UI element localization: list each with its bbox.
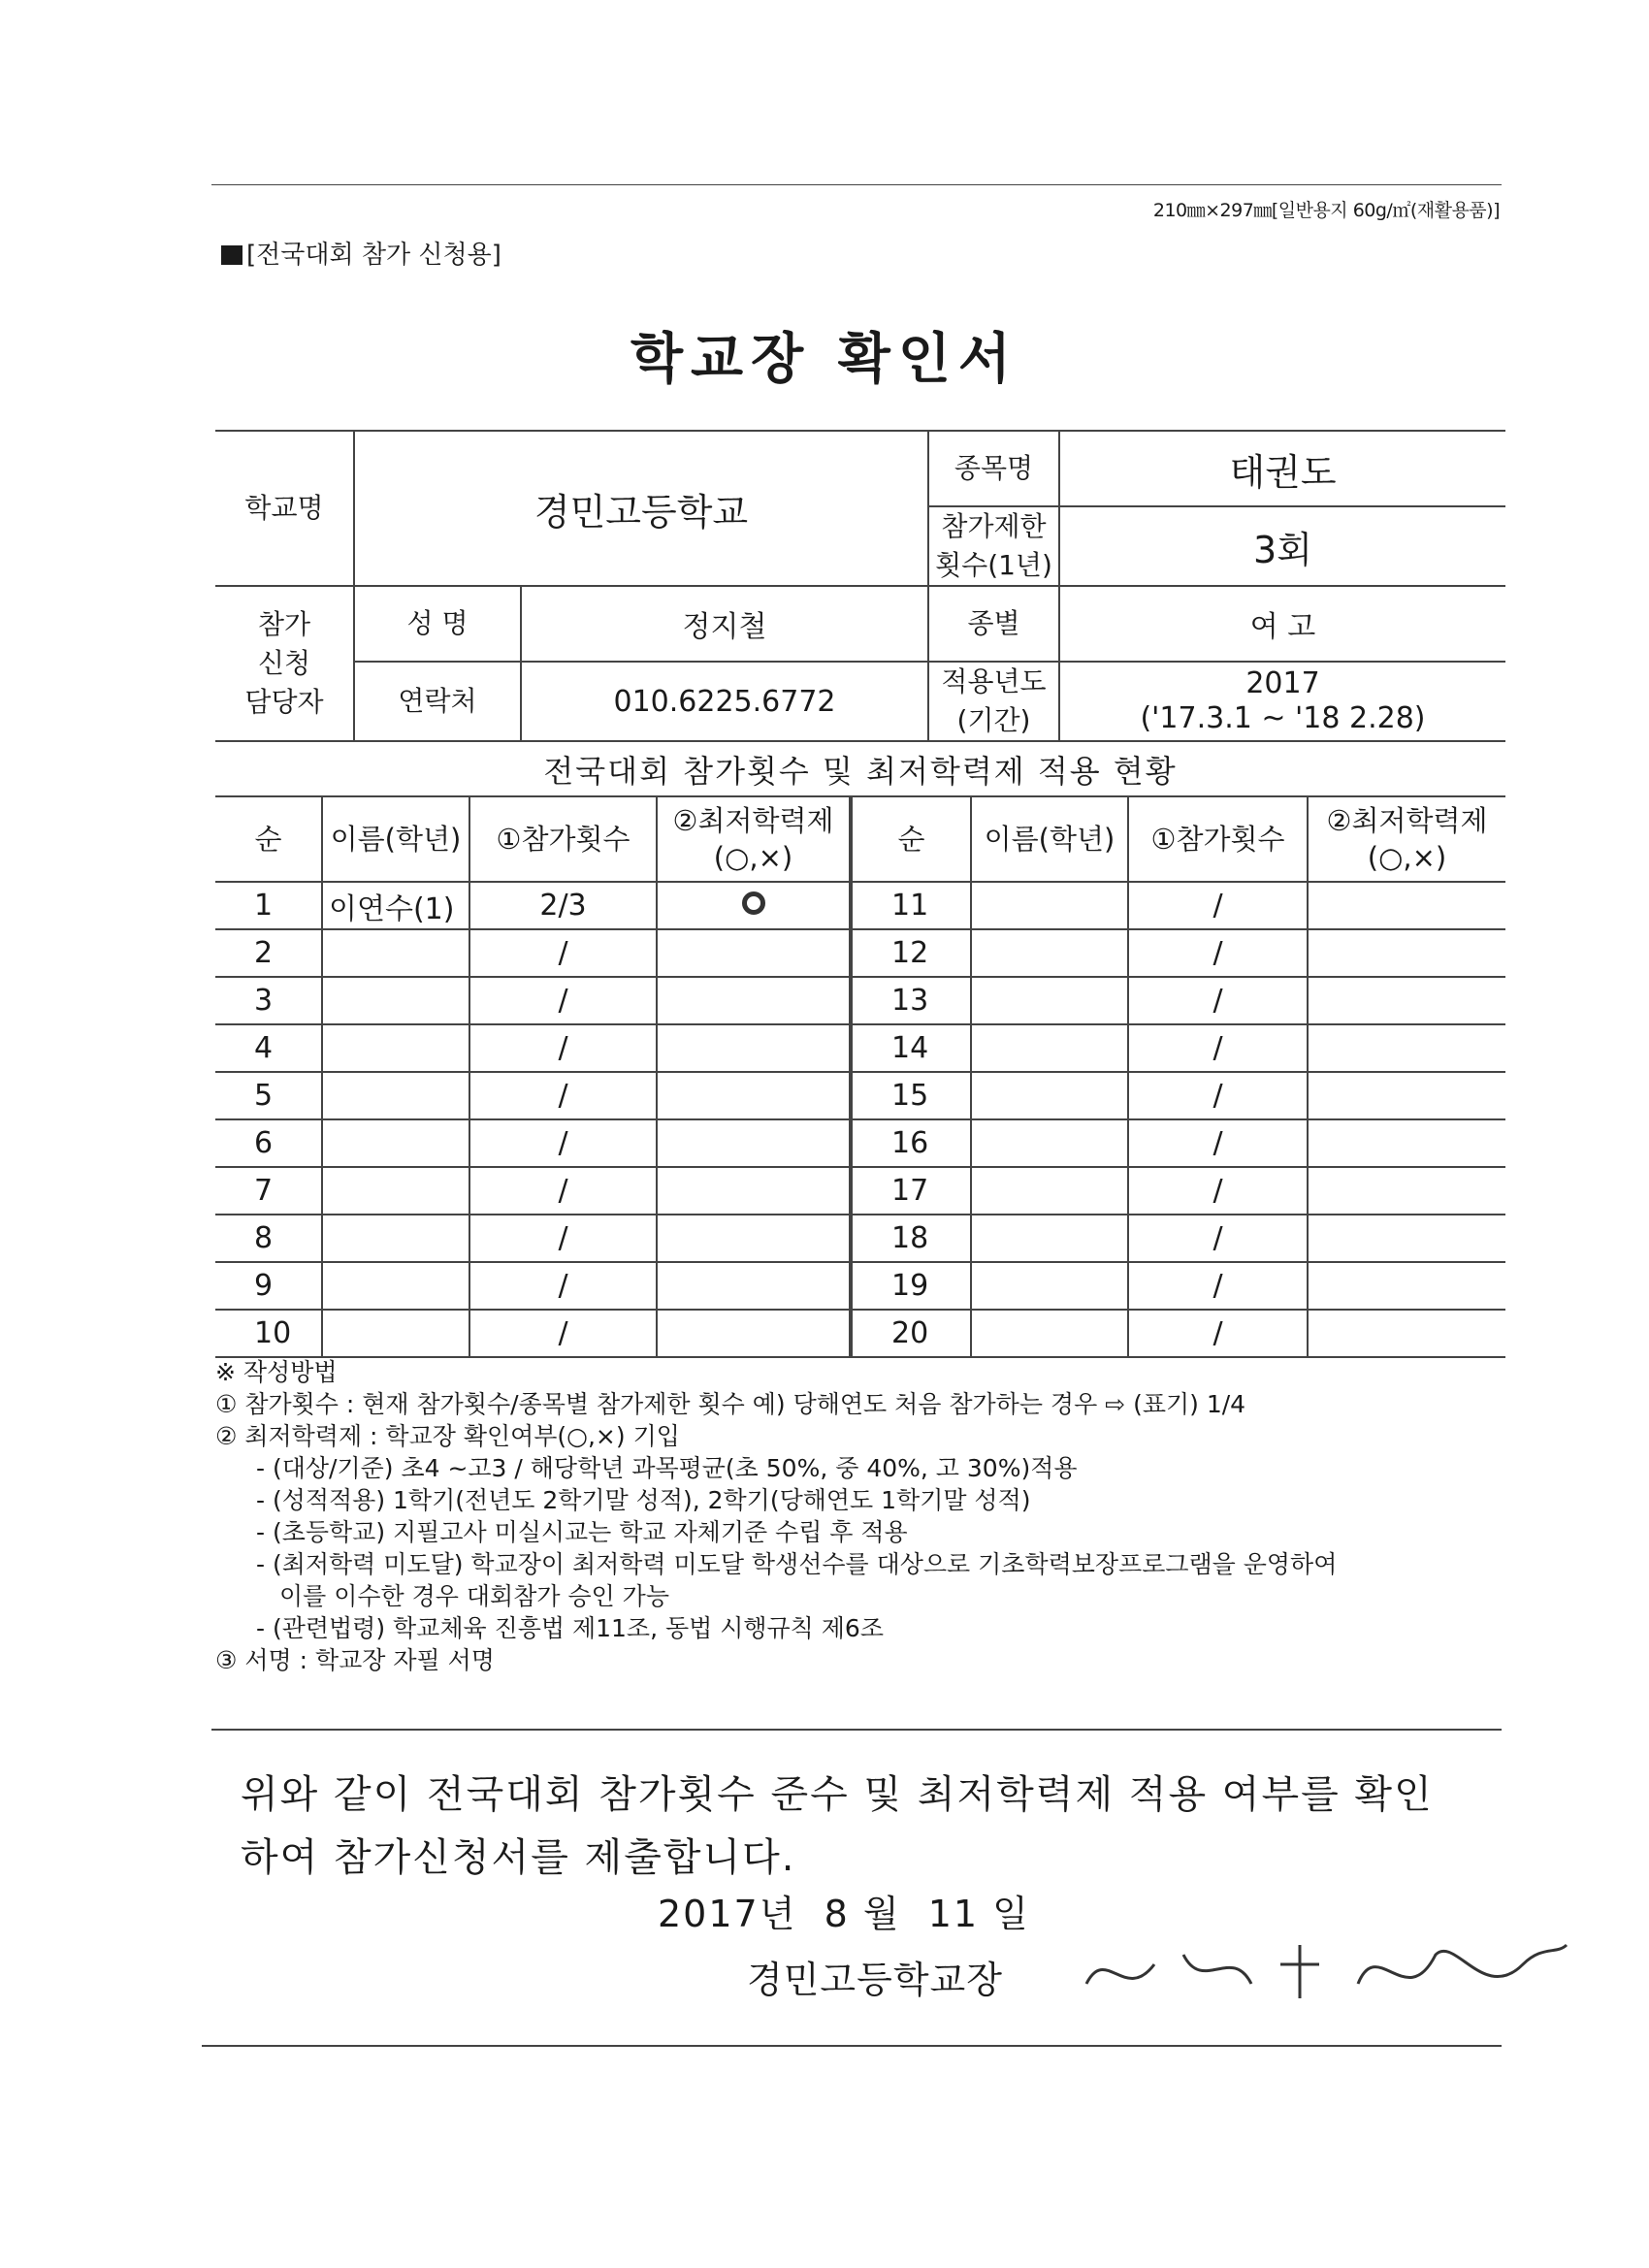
table-row bbox=[215, 977, 1505, 1024]
col-count-left: ①참가횟수 bbox=[469, 796, 657, 882]
note-3: ③ 서명 : 학교장 자필 서명 bbox=[215, 1646, 495, 1674]
row-min-right bbox=[1308, 1310, 1505, 1357]
row-name-right bbox=[971, 1167, 1128, 1215]
info-table bbox=[215, 430, 1505, 742]
col-min-right bbox=[1308, 796, 1505, 882]
row-name-right bbox=[971, 882, 1128, 929]
row-name-right bbox=[971, 1215, 1128, 1262]
row-no-left: 6 bbox=[215, 1119, 322, 1167]
row-min-left bbox=[657, 1024, 851, 1072]
table-row bbox=[215, 1215, 1505, 1262]
limit-label bbox=[928, 506, 1059, 586]
contact-person-label bbox=[215, 586, 354, 741]
name-label: 성 명 bbox=[354, 586, 521, 662]
row-min-right bbox=[1308, 929, 1505, 977]
table-row bbox=[215, 1119, 1505, 1167]
row-count-right: / bbox=[1128, 882, 1308, 929]
contact-label-line2: 신청 bbox=[257, 647, 311, 679]
note-2a: - (대상/기준) 초4 ~고3 / 해당학년 과목평균(초 50%, 중 40%, 고 30%)적용 bbox=[256, 1454, 1078, 1482]
row-no-right: 15 bbox=[851, 1072, 971, 1119]
status-section-title: 전국대회 참가횟수 및 최저학력제 적용 현황 bbox=[543, 753, 1178, 790]
row-no-left: 5 bbox=[215, 1072, 322, 1119]
row-count-left: / bbox=[469, 1072, 657, 1119]
row-min-right bbox=[1308, 1215, 1505, 1262]
row-count-left: / bbox=[469, 1167, 657, 1215]
school-name: 경민고등학교 bbox=[354, 431, 928, 586]
instructions bbox=[215, 1356, 1515, 1676]
table-row bbox=[215, 1310, 1505, 1357]
row-count-left: / bbox=[469, 1262, 657, 1310]
limit-value: 3회 bbox=[1059, 506, 1505, 586]
row-no-right: 14 bbox=[851, 1024, 971, 1072]
row-no-left: 1 bbox=[215, 882, 322, 929]
note-2d-line2: 이를 이수한 경우 대회참가 승인 가능 bbox=[279, 1582, 669, 1610]
row-count-right: / bbox=[1128, 1215, 1308, 1262]
col-no-right: 순 bbox=[851, 796, 971, 882]
square-bullet-icon bbox=[221, 245, 242, 265]
row-name-left bbox=[322, 1119, 469, 1167]
row-min-left bbox=[657, 1215, 851, 1262]
handwritten-signature bbox=[1067, 1926, 1571, 2013]
row-no-left: 10 bbox=[215, 1310, 322, 1357]
row-name-left bbox=[322, 1215, 469, 1262]
row-count-right: / bbox=[1128, 1167, 1308, 1215]
row-min-left bbox=[657, 1167, 851, 1215]
row-no-left: 4 bbox=[215, 1024, 322, 1072]
top-rule bbox=[211, 184, 1502, 185]
status-table bbox=[215, 795, 1505, 1358]
col-name-right: 이름(학년) bbox=[971, 796, 1128, 882]
row-count-left: / bbox=[469, 1119, 657, 1167]
row-count-right: / bbox=[1128, 1072, 1308, 1119]
name-value: 정지철 bbox=[521, 586, 928, 662]
row-no-left: 7 bbox=[215, 1167, 322, 1215]
row-no-left: 9 bbox=[215, 1262, 322, 1310]
document-title: 학교장 확인서 bbox=[630, 328, 1019, 391]
contact-label-line3: 담당자 bbox=[244, 686, 324, 718]
row-no-left: 2 bbox=[215, 929, 322, 977]
row-min-right bbox=[1308, 1167, 1505, 1215]
row-min-left bbox=[657, 1310, 851, 1357]
row-no-right: 11 bbox=[851, 882, 971, 929]
row-min-right bbox=[1308, 1262, 1505, 1310]
notes-heading: ※ 작성방법 bbox=[215, 1358, 338, 1386]
row-no-right: 17 bbox=[851, 1167, 971, 1215]
year-value bbox=[1059, 662, 1505, 741]
statement-line1: 위와 같이 전국대회 참가횟수 준수 및 최저학력제 적용 여부를 확인 bbox=[241, 1772, 1434, 1817]
row-count-right: / bbox=[1128, 977, 1308, 1024]
form-type-text: [전국대회 참가 신청용] bbox=[246, 241, 501, 270]
row-name-left bbox=[322, 1167, 469, 1215]
row-count-left: / bbox=[469, 1215, 657, 1262]
col-count-right: ①참가횟수 bbox=[1128, 796, 1308, 882]
row-name-left bbox=[322, 1024, 469, 1072]
row-name-right bbox=[971, 977, 1128, 1024]
table-row bbox=[215, 1262, 1505, 1310]
row-min-left bbox=[657, 977, 851, 1024]
col-min-right-line1: ②최저학력제 bbox=[1326, 804, 1488, 837]
limit-label-line2: 횟수(1년) bbox=[935, 549, 1052, 581]
row-name-left bbox=[322, 929, 469, 977]
year-label-line1: 적용년도 bbox=[941, 665, 1047, 697]
col-min-right-line2: (○,×) bbox=[1367, 841, 1447, 874]
phone-value: 010.6225.6772 bbox=[521, 662, 928, 741]
note-2: ② 최저학력제 : 학교장 확인여부(○,×) 기입 bbox=[215, 1422, 680, 1450]
row-count-right: / bbox=[1128, 1119, 1308, 1167]
row-min-right bbox=[1308, 1024, 1505, 1072]
table-row bbox=[215, 1167, 1505, 1215]
bottom-rule bbox=[202, 2045, 1502, 2047]
row-no-right: 20 bbox=[851, 1310, 971, 1357]
col-min-left-line1: ②최저학력제 bbox=[672, 804, 834, 837]
circle-mark-icon bbox=[742, 891, 765, 915]
row-count-right: / bbox=[1128, 1024, 1308, 1072]
table-row bbox=[215, 929, 1505, 977]
issue-date: 2017년 8 월 11 일 bbox=[658, 1893, 1030, 1935]
year-value-line2: ('17.3.1 ~ '18 2.28) bbox=[1140, 701, 1426, 735]
row-count-right: / bbox=[1128, 1262, 1308, 1310]
category-label: 종별 bbox=[928, 586, 1059, 662]
event-label: 종목명 bbox=[928, 431, 1059, 506]
row-no-left: 3 bbox=[215, 977, 322, 1024]
note-2e: - (관련법령) 학교체육 진흥법 제11조, 동법 시행규칙 제6조 bbox=[256, 1614, 884, 1642]
row-count-left: / bbox=[469, 929, 657, 977]
row-no-right: 13 bbox=[851, 977, 971, 1024]
phone-label: 연락처 bbox=[354, 662, 521, 741]
row-no-right: 19 bbox=[851, 1262, 971, 1310]
table-row bbox=[215, 882, 1505, 929]
row-name-left bbox=[322, 977, 469, 1024]
row-count-right: / bbox=[1128, 1310, 1308, 1357]
row-count-left: / bbox=[469, 1024, 657, 1072]
row-count-left: / bbox=[469, 1310, 657, 1357]
row-min-left bbox=[657, 1072, 851, 1119]
year-value-line1: 2017 bbox=[1245, 666, 1320, 700]
table-row bbox=[215, 1072, 1505, 1119]
note-2d-line1: - (최저학력 미도달) 학교장이 최저학력 미도달 학생선수를 대상으로 기초학력보장프로그램을 운영하여 bbox=[256, 1550, 1338, 1578]
row-min-left bbox=[657, 882, 851, 929]
col-min-left-line2: (○,×) bbox=[713, 841, 793, 874]
form-type-label bbox=[221, 235, 501, 271]
row-min-right bbox=[1308, 977, 1505, 1024]
row-name-right bbox=[971, 1072, 1128, 1119]
col-name-left: 이름(학년) bbox=[322, 796, 469, 882]
notes-bottom-rule bbox=[211, 1729, 1502, 1731]
row-no-right: 18 bbox=[851, 1215, 971, 1262]
row-name-left bbox=[322, 1310, 469, 1357]
confirmation-statement bbox=[241, 1764, 1502, 1890]
row-no-right: 12 bbox=[851, 929, 971, 977]
row-name-right bbox=[971, 1119, 1128, 1167]
note-2c: - (초등학교) 지필고사 미실시교는 학교 자체기준 수립 후 적용 bbox=[256, 1518, 908, 1546]
paper-spec: 210㎜×297㎜[일반용지 60g/㎡(재활용품)] bbox=[1152, 200, 1500, 221]
row-no-right: 16 bbox=[851, 1119, 971, 1167]
limit-label-line1: 참가제한 bbox=[941, 510, 1047, 542]
row-count-left: / bbox=[469, 977, 657, 1024]
row-name-left bbox=[322, 1262, 469, 1310]
category-value: 여 고 bbox=[1059, 586, 1505, 662]
row-min-right bbox=[1308, 1072, 1505, 1119]
row-min-right bbox=[1308, 1119, 1505, 1167]
row-name-right bbox=[971, 1262, 1128, 1310]
status-table-body bbox=[215, 882, 1505, 1357]
row-name-right bbox=[971, 929, 1128, 977]
note-2b: - (성적적용) 1학기(전년도 2학기말 성적), 2학기(당해연도 1학기말 성적) bbox=[256, 1486, 1031, 1514]
table-row bbox=[215, 1024, 1505, 1072]
row-no-left: 8 bbox=[215, 1215, 322, 1262]
row-count-left: 2/3 bbox=[469, 882, 657, 929]
col-no-left: 순 bbox=[215, 796, 322, 882]
signature-strokes bbox=[1086, 1945, 1567, 1998]
event-value: 태권도 bbox=[1059, 431, 1505, 506]
school-label: 학교명 bbox=[215, 431, 354, 586]
row-name-right bbox=[971, 1310, 1128, 1357]
row-name-right bbox=[971, 1024, 1128, 1072]
year-label bbox=[928, 662, 1059, 741]
statement-line2: 하여 참가신청서를 제출합니다. bbox=[241, 1835, 796, 1880]
contact-label-line1: 참가 bbox=[257, 608, 311, 640]
note-1: ① 참가횟수 : 현재 참가횟수/종목별 참가제한 횟수 예) 당해연도 처음 참가하는 경우 ⇨ (표기) 1/4 bbox=[215, 1390, 1246, 1418]
row-name-left: 이연수(1) bbox=[322, 882, 469, 929]
row-min-right bbox=[1308, 882, 1505, 929]
principal-title: 경민고등학교장 bbox=[747, 1959, 1003, 2001]
row-min-left bbox=[657, 1262, 851, 1310]
year-label-line2: (기간) bbox=[956, 704, 1031, 736]
row-min-left bbox=[657, 929, 851, 977]
row-min-left bbox=[657, 1119, 851, 1167]
row-count-right: / bbox=[1128, 929, 1308, 977]
row-name-left bbox=[322, 1072, 469, 1119]
col-min-left bbox=[657, 796, 851, 882]
